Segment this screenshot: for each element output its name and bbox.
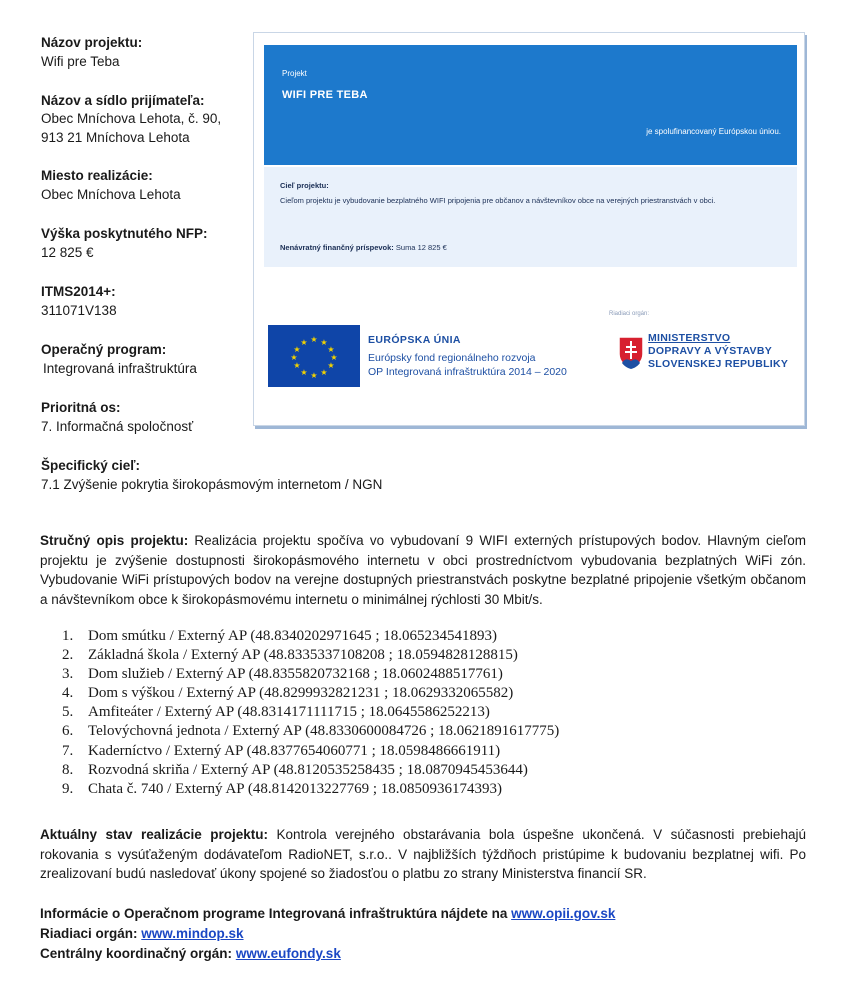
list-item-number: 1. xyxy=(62,628,74,644)
svg-text:★: ★ xyxy=(310,371,318,380)
ministry-line3: SLOVENSKEJ REPUBLIKY xyxy=(648,358,789,370)
list-item-number: 3. xyxy=(62,666,74,683)
list-item-text: Dom s výškou / Externý AP (48.8299932821231 ; 18.0629332065582) xyxy=(88,685,514,702)
list-item-number: 6. xyxy=(62,723,74,740)
poster-grant-value: Suma 12 825 € xyxy=(395,243,447,252)
list-item-text: Kaderníctvo / Externý AP (48.8377654060771 ; 18.0598486661911) xyxy=(88,742,501,759)
recipient-line2: 913 21 Mníchova Lehota xyxy=(41,130,190,145)
place-value: Obec Mníchova Lehota xyxy=(41,187,181,202)
itms-value: 311071V138 xyxy=(41,303,117,318)
axis-value: 7. Informačná spoločnosť xyxy=(41,419,194,434)
poster-project-label: Projekt xyxy=(282,69,307,78)
op-label: Operačný program: xyxy=(41,342,167,357)
list-item-number: 5. xyxy=(62,704,74,721)
list-item-text: Základná škola / Externý AP (48.8335337108208 ; 18.0594828128815) xyxy=(88,647,518,664)
footer-info xyxy=(40,904,615,964)
eu-logo-text xyxy=(368,333,567,379)
footer-central-line xyxy=(40,944,615,964)
summary-label: Stručný opis projektu: xyxy=(40,533,189,548)
list-item-text: Rozvodná skriňa / Externý AP (48.8120535258435 ; 18.0870945453644) xyxy=(88,761,528,778)
goal-value: 7.1 Zvýšenie pokrytia širokopásmovým internetom / NGN xyxy=(41,477,383,492)
poster-title: WIFI PRE TEBA xyxy=(282,89,368,101)
summary-text: Realizácia projektu spočíva vo vybudovaní 9 WIFI externých prístupových bodov. Hlavným cieľom projektu je zvýšenie dostupnosti širokopásmového internetu v obci prostredníctvom vybudovania bezplatných WiFi zón. Vybudovanie WiFi prístupových bodov na verejne dostupných priestranstvách poskytne bezplatné pripojenie všetkým občanom a návštevníkom obce k širokopásmovému internetu o minimálnej rýchlosti 30 Mbit/s. xyxy=(40,533,806,607)
eufondy-link[interactable]: www.eufondy.sk xyxy=(235,946,341,961)
list-item xyxy=(62,761,559,780)
slovak-coat-of-arms-icon xyxy=(618,336,644,375)
ministry-line1: MINISTERSTVO xyxy=(648,332,731,344)
list-item-text: Chata č. 740 / Externý AP (48.8142013227769 ; 18.0850936174393) xyxy=(88,780,502,797)
list-item xyxy=(62,646,559,665)
itms-label: ITMS2014+: xyxy=(41,284,116,299)
list-item xyxy=(62,703,559,722)
recipient-label: Názov a sídlo prijímateľa: xyxy=(41,93,205,108)
eu-fund-line: Európsky fond regionálneho rozvoja xyxy=(368,352,536,364)
place-label: Miesto realizácie: xyxy=(41,168,153,183)
list-item-number: 4. xyxy=(62,685,74,702)
poster-grant xyxy=(280,243,447,252)
list-item xyxy=(62,722,559,741)
mindop-link[interactable]: www.mindop.sk xyxy=(141,926,244,941)
poster-goal-heading: Cieľ projektu: xyxy=(280,181,329,190)
ministry-logo-text xyxy=(648,332,788,371)
svg-text:★: ★ xyxy=(330,353,338,362)
project-poster xyxy=(253,32,805,426)
list-item-number: 7. xyxy=(62,742,74,759)
ministry-line2: DOPRAVY A VÝSTAVBY xyxy=(648,345,773,357)
svg-text:★: ★ xyxy=(293,361,301,370)
opii-link[interactable]: www.opii.gov.sk xyxy=(511,906,616,921)
project-name-value: Wifi pre Teba xyxy=(41,54,120,69)
footer-info-text: Informácie o Operačnom programe Integrovaná infraštruktúra nájdete na xyxy=(40,906,508,921)
poster-cofinance-text: je spolufinancovaný Európskou úniou. xyxy=(646,127,781,136)
access-point-list xyxy=(62,627,559,799)
eu-title: EURÓPSKA ÚNIA xyxy=(368,334,461,346)
status-text: Kontrola verejného obstarávania bola úspešne ukončená. V súčasnosti prebiehajú rokovania s vysúťaženým dodávateľom RadioNET, s.r.o.. V najbližších týždňoch pristúpime k budovaniu bezplatnej wifi. Po zrealizovaní budú nasledovať úkony spojené so žiadosťou o platbu zo strany Ministerstva financií SR. xyxy=(40,827,806,881)
svg-text:★: ★ xyxy=(293,345,301,354)
footer-riadiaci-text: Riadiaci orgán: xyxy=(40,926,138,941)
svg-text:★: ★ xyxy=(300,338,308,347)
goal-label: Špecifický cieľ: xyxy=(41,458,141,473)
list-item-number: 9. xyxy=(62,780,74,797)
project-name-label: Názov projektu: xyxy=(41,35,143,50)
list-item-number: 2. xyxy=(62,647,74,664)
footer-riadiaci-line xyxy=(40,924,615,944)
list-item xyxy=(62,780,559,799)
poster-grant-heading: Nenávratný finančný príspevok: xyxy=(280,243,394,252)
list-item-text: Dom smútku / Externý AP (48.8340202971645 ; 18.065234541893) xyxy=(88,628,498,644)
poster-header xyxy=(264,45,797,165)
svg-text:★: ★ xyxy=(290,353,298,362)
list-item xyxy=(62,742,559,761)
list-item xyxy=(62,665,559,684)
axis-label: Prioritná os: xyxy=(41,400,121,415)
svg-text:★: ★ xyxy=(300,368,308,377)
eu-op-line: OP Integrovaná infraštruktúra 2014 – 2020 xyxy=(368,366,567,378)
op-value: Integrovaná infraštruktúra xyxy=(43,361,197,376)
svg-text:★: ★ xyxy=(320,368,328,377)
eu-flag-icon xyxy=(268,325,360,387)
list-item xyxy=(62,627,559,646)
svg-text:★: ★ xyxy=(310,335,318,344)
nfp-value: 12 825 € xyxy=(41,245,94,260)
recipient-line1: Obec Mníchova Lehota, č. 90, xyxy=(41,111,222,126)
project-status xyxy=(40,825,806,884)
list-item-text: Amfiteáter / Externý AP (48.8314171111715 ; 18.0645586252213) xyxy=(88,704,490,721)
footer-info-line xyxy=(40,904,615,924)
list-item xyxy=(62,684,559,703)
footer-central-text: Centrálny koordinačný orgán: xyxy=(40,946,233,961)
list-item-text: Dom služieb / Externý AP (48.8355820732168 ; 18.0602488517761) xyxy=(88,666,503,683)
list-item-text: Telovýchovná jednota / Externý AP (48.8330600084726 ; 18.0621891617775) xyxy=(88,723,560,740)
list-item-number: 8. xyxy=(62,761,74,778)
poster-riadiaci-label: Riadiaci orgán: xyxy=(609,311,650,317)
svg-text:★: ★ xyxy=(327,361,335,370)
project-summary xyxy=(40,531,806,609)
svg-text:★: ★ xyxy=(320,338,328,347)
poster-goal-text: Cieľom projektu je vybudovanie bezplatného WIFI pripojenia pre občanov a návštevníkov obce na verejných priestranstvách v obci. xyxy=(280,196,716,205)
nfp-label: Výška poskytnutého NFP: xyxy=(41,226,208,241)
svg-text:★: ★ xyxy=(327,345,335,354)
status-label: Aktuálny stav realizácie projektu: xyxy=(40,827,269,842)
poster-info-box xyxy=(264,167,797,267)
